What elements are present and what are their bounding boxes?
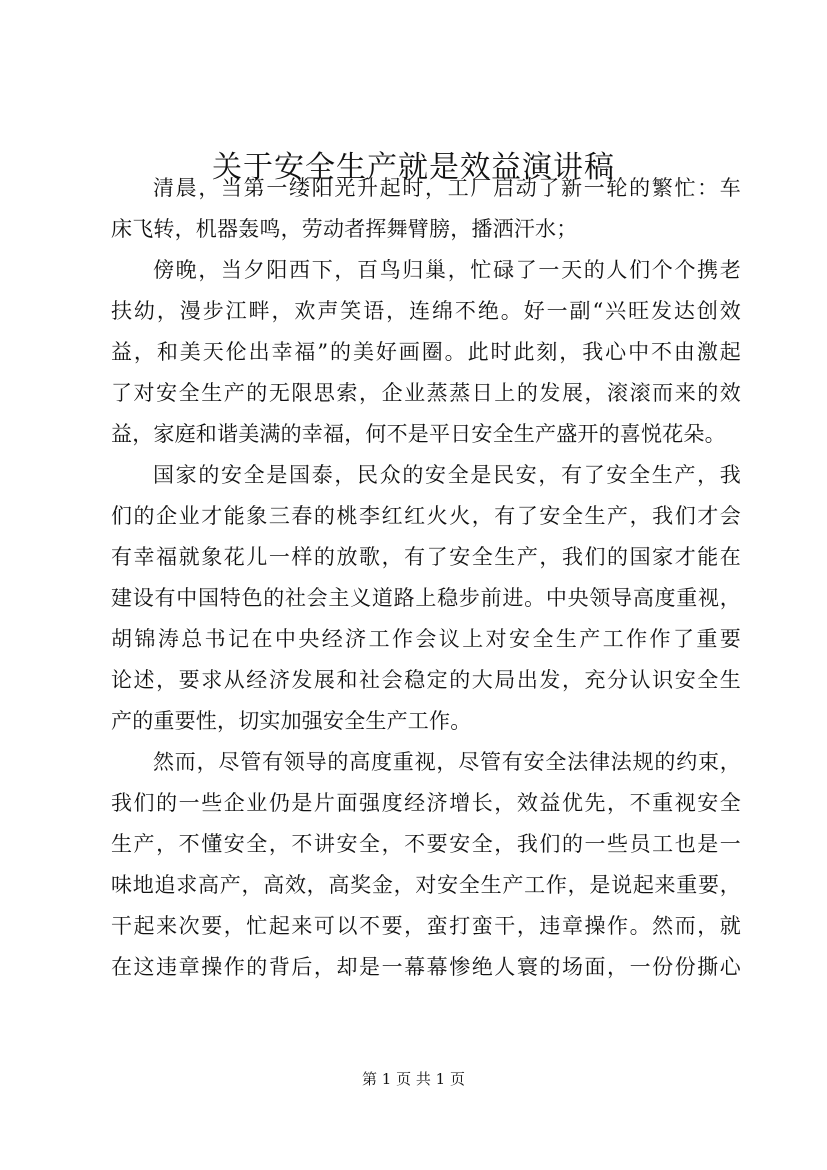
paragraph-line: 清晨，当第一缕阳光升起时，工厂启动了新一轮的繁忙：车 <box>153 176 741 200</box>
paragraph-line: 了对安全生产的无限思索，企业蒸蒸日上的发展，滚滚而来的效 <box>111 381 741 405</box>
paragraph-line: 在这违章操作的背后，却是一幕幕惨绝人寰的场面，一份份撕心 <box>111 955 741 979</box>
document-body <box>111 168 741 988</box>
paragraph-line: 胡锦涛总书记在中央经济工作会议上对安全生产工作作了重要 <box>111 627 741 651</box>
document-title: 关于安全生产就是效益演讲稿 <box>212 150 615 185</box>
paragraph-line: 建设有中国特色的社会主义道路上稳步前进。中央领导高度重视， <box>111 586 741 610</box>
paragraph-line: 傍晚，当夕阳西下，百鸟归巢，忙碌了一天的人们个个携老 <box>153 258 741 282</box>
paragraph-line: 产的重要性，切实加强安全生产工作。 <box>111 709 472 733</box>
paragraph-line: 论述，要求从经济发展和社会稳定的大局出发，充分认识安全生 <box>111 668 741 692</box>
paragraph-line: 我们的一些企业仍是片面强度经济增长，效益优先，不重视安全 <box>111 791 741 815</box>
paragraph-line: 国家的安全是国泰，民众的安全是民安，有了安全生产，我 <box>153 463 741 487</box>
paragraph <box>111 742 741 988</box>
paragraph-line: 然而，尽管有领导的高度重视，尽管有安全法律法规的约束， <box>153 750 741 774</box>
paragraph-line: 有幸福就象花儿一样的放歌，有了安全生产，我们的国家才能在 <box>111 545 741 569</box>
paragraph-line: 益，家庭和谐美满的幸福，何不是平日安全生产盛开的喜悦花朵。 <box>111 422 726 446</box>
paragraph <box>111 250 741 455</box>
page-footer: 第 1 页 共 1 页 <box>362 1070 465 1088</box>
paragraph-line: 们的企业才能象三春的桃李红红火火，有了安全生产，我们才会 <box>111 504 741 528</box>
paragraph-line: 干起来次要，忙起来可以不要，蛮打蛮干，违章操作。然而，就 <box>111 914 741 938</box>
paragraph-line: 味地追求高产，高效，高奖金，对安全生产工作，是说起来重要， <box>111 873 741 897</box>
paragraph-line: 床飞转，机器轰鸣，劳动者挥舞臂膀，播洒汗水； <box>111 217 578 241</box>
paragraph <box>111 168 741 250</box>
paragraph-line: 益，和美天伦出幸福”的美好画圈。此时此刻，我心中不由激起 <box>111 340 741 364</box>
paragraph <box>111 455 741 742</box>
paragraph-line: 生产，不懂安全，不讲安全，不要安全，我们的一些员工也是一 <box>111 832 741 856</box>
paragraph-line: 扶幼，漫步江畔，欢声笑语，连绵不绝。好一副“兴旺发达创效 <box>111 299 741 323</box>
